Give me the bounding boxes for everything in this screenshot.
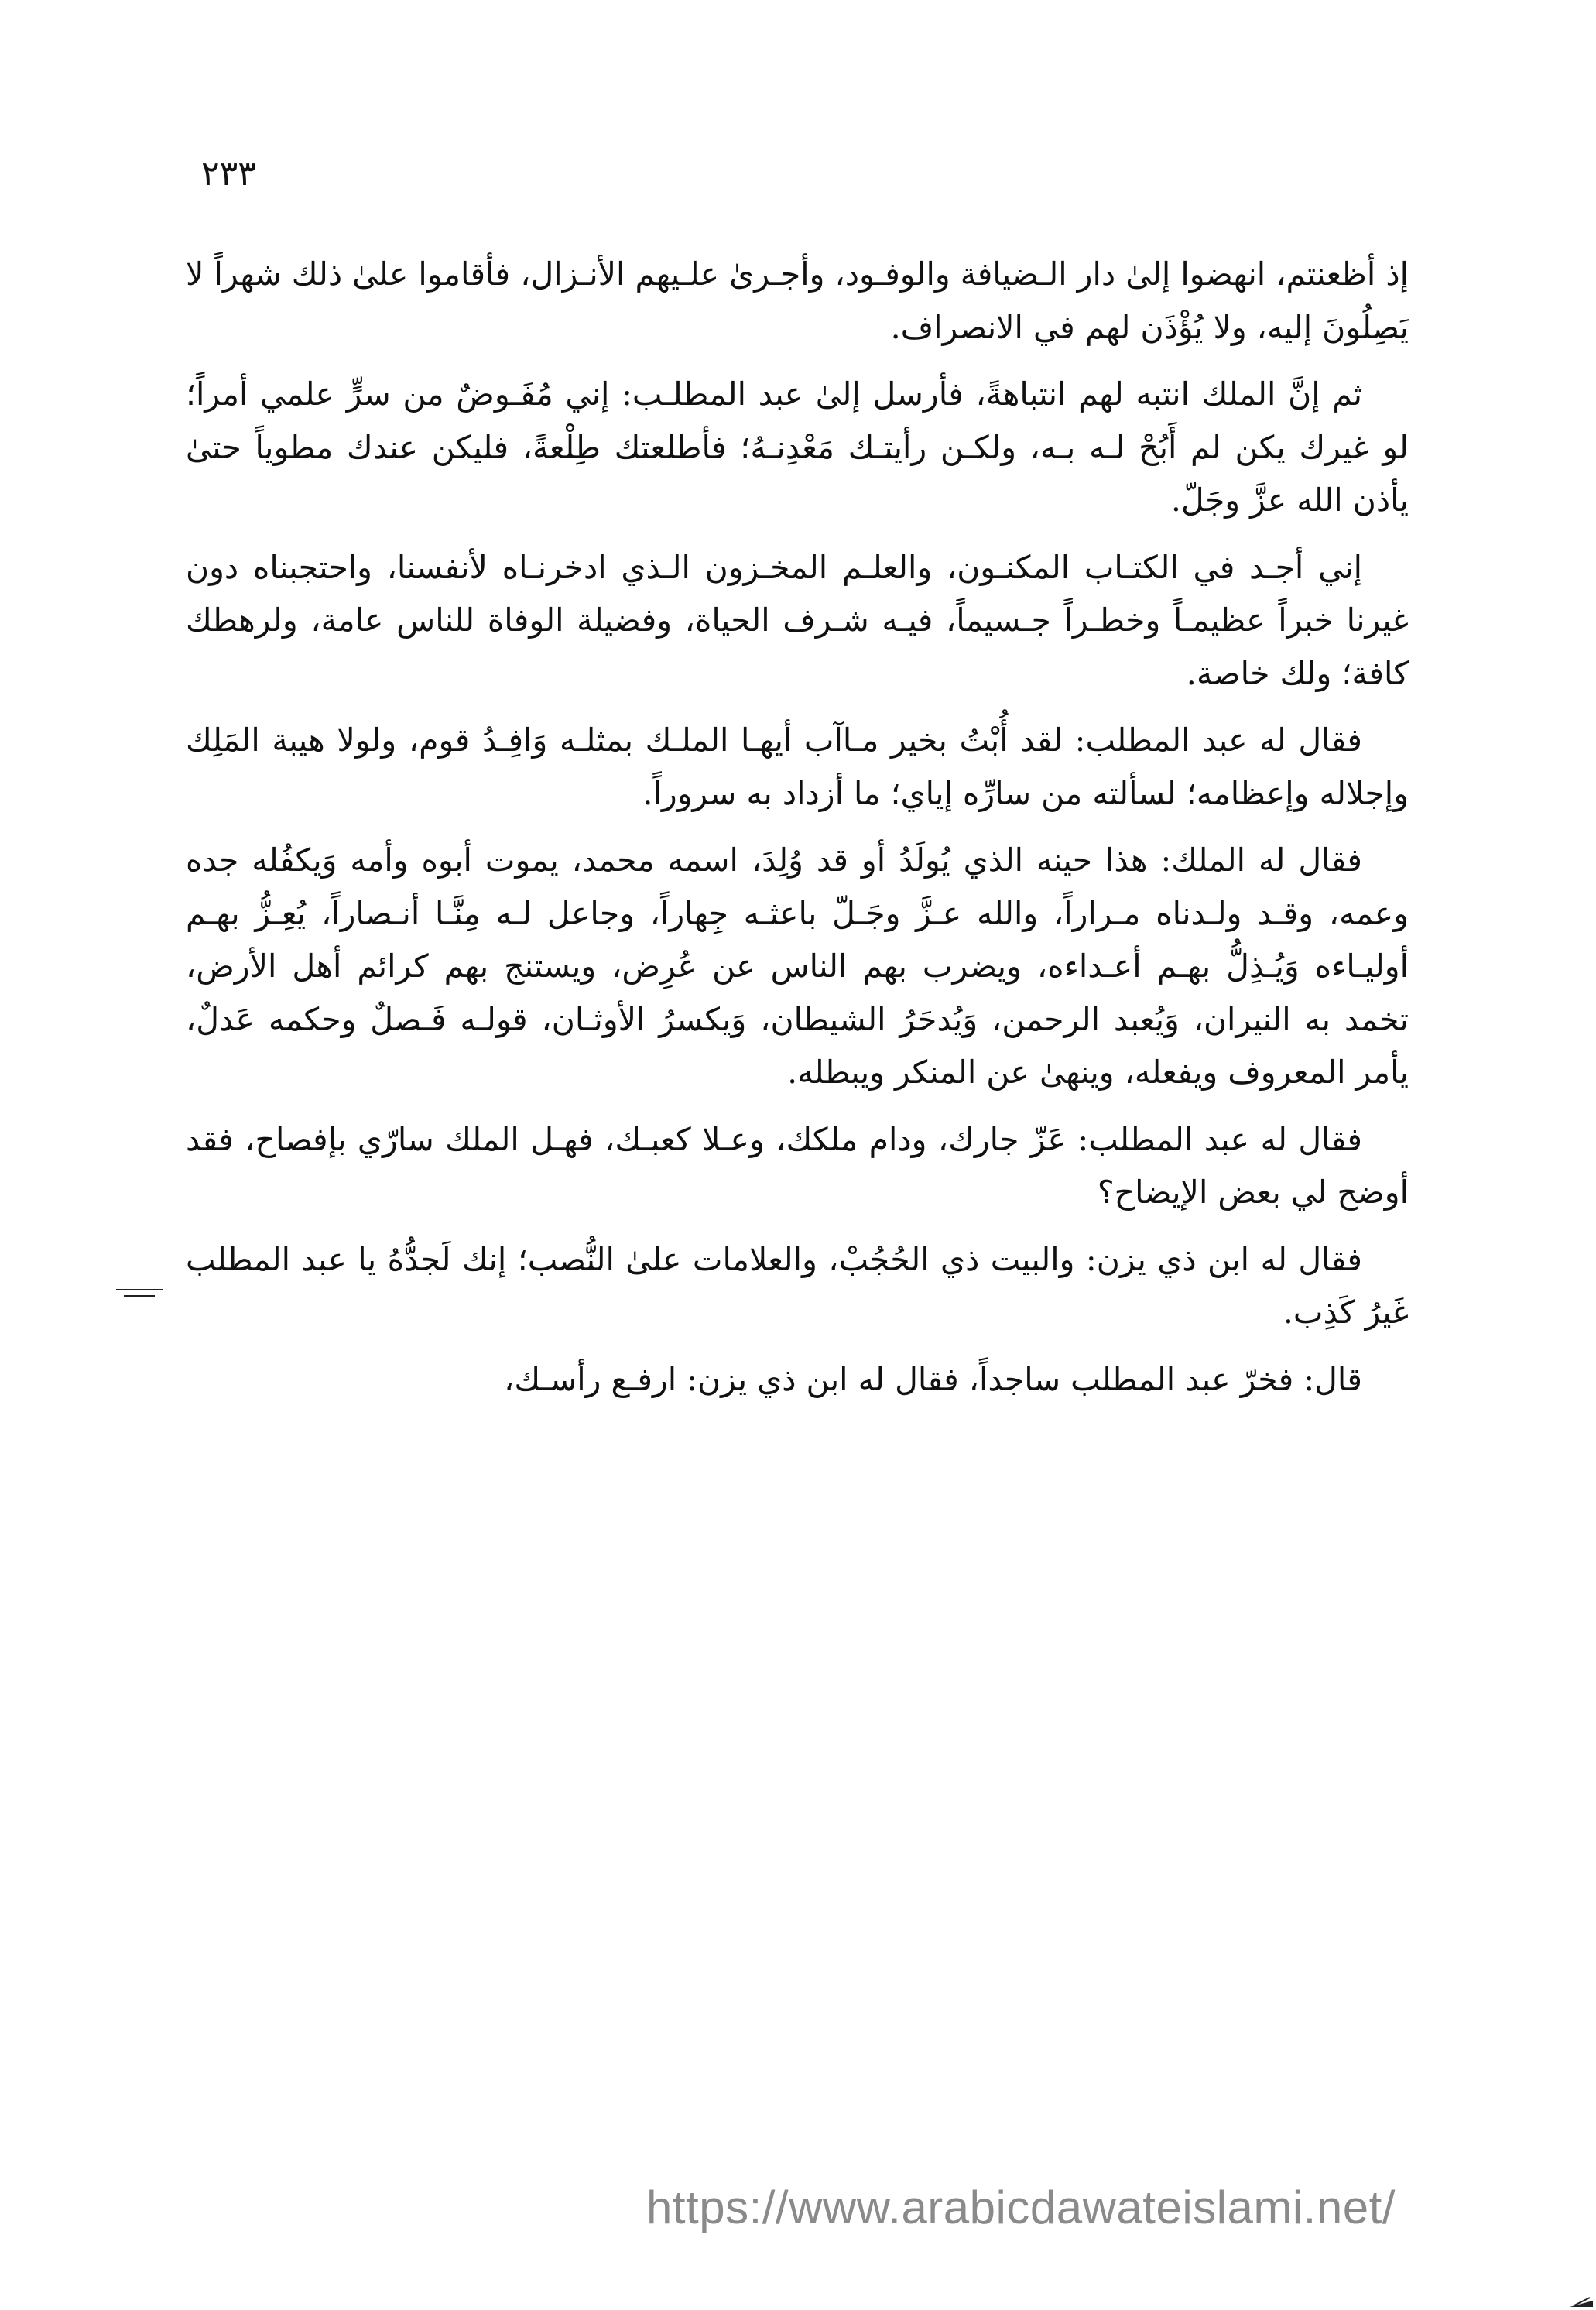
paragraph-6-text: فقال له عبد المطلب: عَزّ جارك، ودام ملكك، وعـلا كعبـك، فهـل الملك سارّي بإفصاح، فقد أوضح لي بعض الإيضاح؟ [186, 1120, 1409, 1211]
paragraph-3 [186, 541, 1409, 701]
paragraph-4 [186, 714, 1409, 820]
paragraph-5-text: فقال له الملك: هذا حينه الذي يُولَدُ أو قد وُلِدَ، اسمه محمد، يموت أبوه وأمه وَيكفُله جده وعمه، وقـد ولـدناه مـراراً، والله عـزَّ وجَـلّ باعثـه جِهاراً، وجاعل لـه مِنَّـا أنـصاراً، يُعِـزُّ بهـم أوليـاءه وَيُـذِلُّ بهـم أعـداءه، ويضرب بهم الناس عن عُرِض، ويستنج بهم كرائم أهل الأرض، تخمد به النيران، وَيُعبد الرحمن، وَيُدحَرُ الشيطان، وَيكسرُ الأوثـان، قولـه فَـصلٌ وحكمه عَدلٌ، يأمر المعروف ويفعله، وينهىٰ عن المنكر ويبطله. [186, 841, 1409, 1091]
paragraph-3-text: إني أجـد في الكتـاب المكنـون، والعلـم المخـزون الـذي ادخرنـاه لأنفسنا، واحتجبناه دون غيرنا خبراً عظيمـاً وخطـراً جـسيماً، فيـه شـرف الحياة، وفضيلة الوفاة للناس عامة، ولرهطك كافة؛ ولك خاصة. [186, 548, 1409, 692]
paragraph-7 [186, 1233, 1409, 1339]
paragraph-6 [186, 1113, 1409, 1219]
margin-mark [116, 1289, 163, 1304]
paragraph-1-text: إذ أظعنتم، انهضوا إلىٰ دار الـضيافة والوفـود، وأجـرىٰ علـيهم الأنـزال، فأقاموا علىٰ ذلك شهراً لا يَصِلُونَ إليه، ولا يُؤْذَن لهم في الانصراف. [186, 255, 1409, 346]
paragraph-2-text: ثم إنَّ الملك انتبه لهم انتباهةً، فأرسل إلىٰ عبد المطلـب: إني مُفَـوضٌ من سرٍّ علمي أمراً؛ لو غيرك يكن لم أَبُحْ لـه بـه، ولكـن رأيتـك مَعْدِنـهُ؛ فأطلعتك طِلْعةً، فليكن عندك مطوياً حتىٰ يأذن الله عزَّ وجَلّ. [186, 375, 1409, 519]
paragraph-5 [186, 834, 1409, 1099]
page-number: ٢٣٣ [201, 154, 256, 194]
paragraph-7-text: فقال له ابن ذي يزن: والبيت ذي الحُجُبْ، والعلامات علىٰ النُّصب؛ إنك لَجدُّهُ يا عبد المطلب غَيرُ كَذِب. [186, 1240, 1409, 1331]
body-text [186, 248, 1409, 1420]
paragraph-8-text: قال: فخرّ عبد المطلب ساجداً، فقال له ابن ذي يزن: ارفـع رأسـك، [504, 1360, 1362, 1398]
watermark-link[interactable]: https://www.arabicdawateislami.net/ [646, 2181, 1396, 2233]
paragraph-1 [186, 248, 1409, 354]
corner-scan-mark [1567, 2284, 1596, 2310]
margin-mark-line-2 [124, 1295, 155, 1297]
paragraph-4-text: فقال له عبد المطلب: لقد أُبْتُ بخير مـاآب أيهـا الملـك بمثلـه وَافِـدُ قوم، ولولا هيبة المَلِك وإجلاله وإعظامه؛ لسألته من سارِّه إياي؛ ما أزداد به سروراً. [186, 721, 1409, 812]
paragraph-8 [186, 1353, 1409, 1407]
margin-mark-line-1 [116, 1289, 163, 1290]
paragraph-2 [186, 368, 1409, 527]
